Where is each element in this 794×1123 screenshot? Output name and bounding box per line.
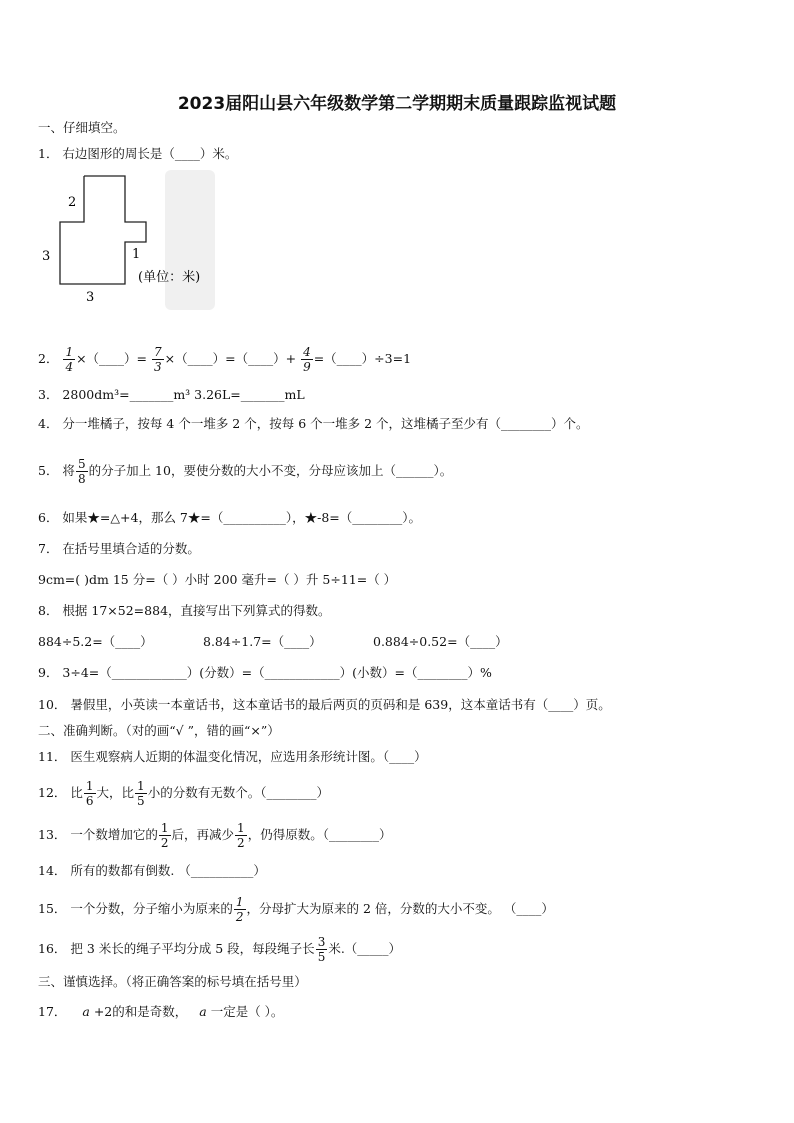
q17-mid: 的和是奇数， [112, 1004, 188, 1019]
q16-pre: 16． 把 3 米长的绳子平均分成 5 段，每段绳子长 [38, 941, 315, 956]
section-3-heading: 三、谨慎选择。（将正确答案的标号填在括号里） [38, 974, 307, 989]
question-7-blanks: 9cm=( )dm 15 分=（ ）小时 200 毫升=（ ）升 5÷11=（ ） [38, 572, 397, 587]
q12-fraction-1: $\frac{1}{6}$ [85, 779, 94, 808]
question-2 [38, 346, 411, 373]
q12-fraction-2: $\frac{1}{5}$ [137, 779, 145, 808]
q5-fraction: $\frac{5}{8}$ [77, 457, 86, 486]
section-1-heading: 一、仔细填空。 [38, 120, 126, 135]
q17-variable-a-2: a [199, 1004, 207, 1019]
q12-mid: 大，比 [96, 785, 135, 800]
question-8: 8． 根据 17×52=884，直接写出下列算式的得数。 [38, 603, 331, 618]
question-14: 14． 所有的数都有倒数. （__________） [38, 863, 266, 878]
q2-fraction-2: $\frac{7}{3}$ [154, 345, 162, 374]
question-8-b: 8.84÷1.7=（____） [203, 634, 322, 649]
question-7: 7． 在括号里填合适的分数。 [38, 541, 200, 556]
q17-plus-two: +2 [93, 1004, 113, 1019]
question-6: 6． 如果★=△+4，那么 7★=（__________），★-8=（________）。 [38, 510, 421, 525]
q16-fraction: $\frac{3}{5}$ [317, 935, 326, 964]
q12-pre: 12． 比 [38, 785, 83, 800]
question-8-a: 884÷5.2=（____） [38, 634, 153, 649]
figure-label-left: 3 [42, 249, 51, 264]
question-11: 11． 医生观察病人近期的体温变化情况，应选用条形统计图。（____） [38, 749, 427, 764]
question-9: 9． 3÷4=（____________）(分数）=（____________）(小数）=（________）% [38, 665, 492, 680]
q17-post: 一定是（ ）。 [210, 1004, 284, 1019]
q5-post: 的分子加上 10，要使分数的大小不变，分母应该加上（______）。 [88, 463, 453, 478]
figure-unit: (单位：米) [138, 270, 201, 285]
question-13 [38, 822, 391, 849]
figure-label-bottom: 3 [86, 290, 95, 305]
question-1: 1． 右边图形的周长是（____）米。 [38, 146, 238, 161]
q2-part-2: ×（____）=（____）+ [164, 351, 297, 366]
q15-pre: 15． 一个分数，分子缩小为原来的 [38, 901, 233, 916]
question-12 [38, 780, 329, 807]
figure-label-right: 1 [132, 247, 141, 262]
q2-part-1: ×（____）= [76, 351, 148, 366]
q12-post: 小的分数有无数个。（________） [147, 785, 329, 800]
question-4: 4． 分一堆橘子，按每 4 个一堆多 2 个，按每 6 个一堆多 2 个，这堆橘子至少有（________）个。 [38, 416, 589, 431]
q13-fraction-2: $\frac{1}{2}$ [237, 821, 245, 850]
q16-post: 米.（_____） [328, 941, 402, 956]
question-15 [38, 896, 554, 923]
q2-fraction-3: $\frac{4}{9}$ [303, 345, 311, 374]
question-8-c: 0.884÷0.52=（____） [373, 634, 508, 649]
q17-number: 17． [38, 1004, 67, 1019]
question-5 [38, 458, 452, 485]
page-title: 2023届阳山县六年级数学第二学期期末质量跟踪监视试题 [177, 94, 617, 114]
q13-mid: 后，再减少 [171, 827, 235, 842]
watermark-decoration [165, 170, 215, 310]
q13-pre: 13． 一个数增加它的 [38, 827, 158, 842]
q13-post: ，仍得原数。（________） [247, 827, 392, 842]
q2-part-3: =（____）÷3=1 [313, 351, 412, 366]
figure-outline [60, 176, 146, 284]
figure-label-top: 2 [68, 195, 77, 210]
section-2-heading: 二、准确判断。（对的画“√ ”，错的画“×”） [38, 723, 280, 738]
question-17 [38, 1003, 283, 1021]
q15-fraction: $\frac{1}{2}$ [235, 895, 244, 924]
question-10: 10． 暑假里，小英读一本童话书，这本童话书的最后两页的页码和是 639，这本童话书有（____）页。 [38, 697, 611, 712]
question-3: 3． 2800dm³=_______m³ 3.26L=_______mL [38, 387, 305, 402]
question-16 [38, 936, 401, 963]
q5-pre: 5． 将 [38, 463, 75, 478]
q15-post: ，分母扩大为原来的 2 倍，分数的大小不变。 （____） [246, 901, 554, 916]
q17-variable-a: a [82, 1004, 90, 1019]
q2-number: 2． [38, 351, 59, 366]
q2-fraction-1: $\frac{1}{4}$ [65, 345, 74, 374]
q13-fraction-1: $\frac{1}{2}$ [160, 821, 169, 850]
